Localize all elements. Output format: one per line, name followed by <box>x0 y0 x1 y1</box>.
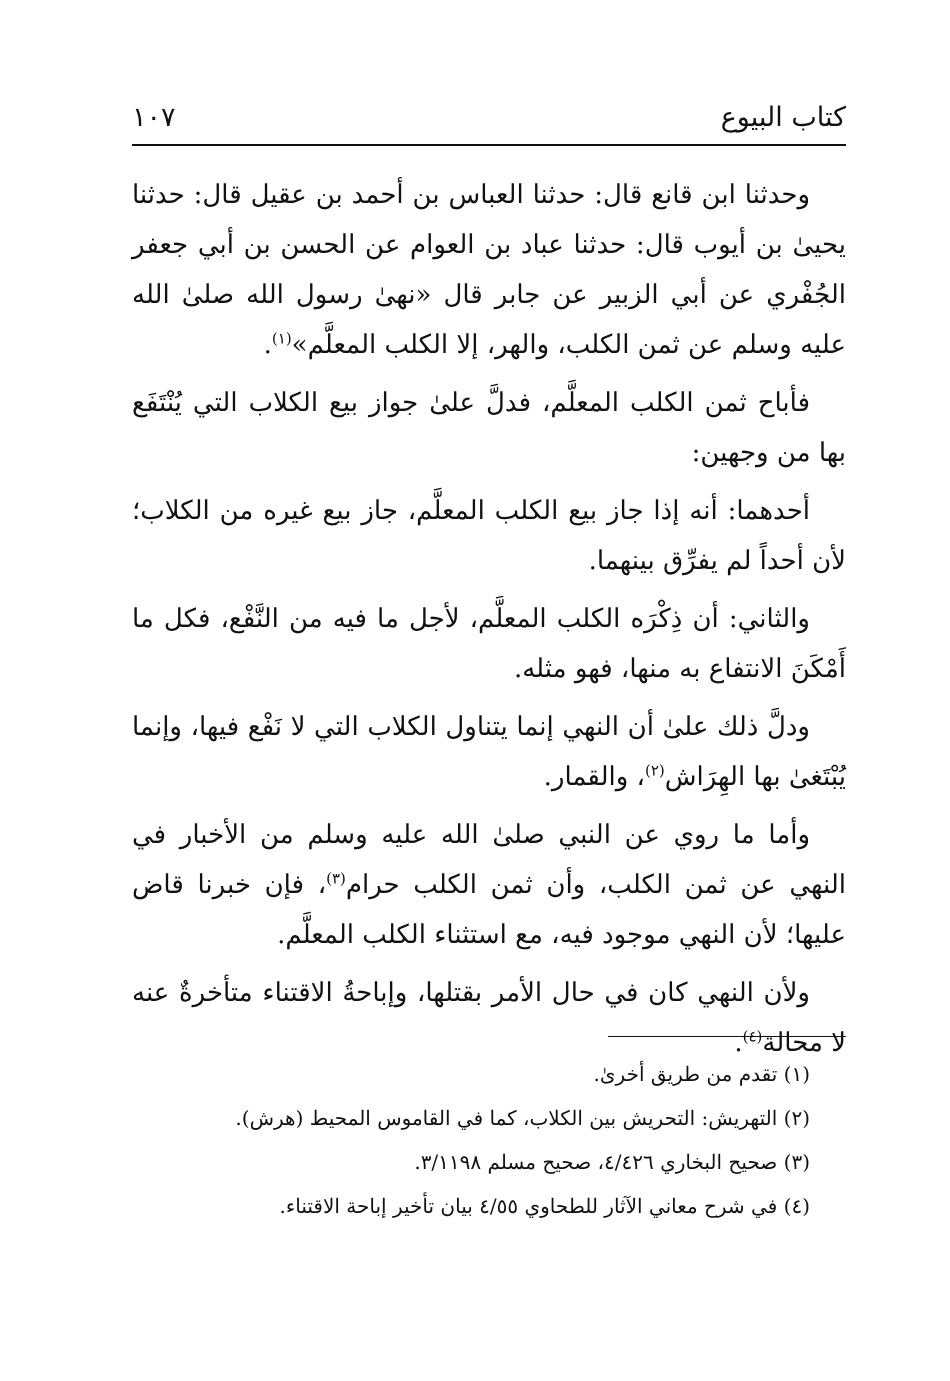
page-number: ١٠٧ <box>132 102 176 133</box>
footnote-ref: (٢) <box>644 761 665 780</box>
footnote: (١) تقدم من طريق أخرىٰ. <box>593 1062 810 1086</box>
footnote: (٢) التهريش: التحريش بين الكلاب، كما في القاموس المحيط (هرش). <box>235 1106 810 1130</box>
paragraph: أحدهما: أنه إذا جاز بيع الكلب المعلَّم، جاز بيع غيره من الكلاب؛ لأن أحداً لم يفرِّق بينهما. <box>132 496 846 576</box>
paragraph: ولأن النهي كان في حال الأمر بقتلها، وإباحةُ الاقتناء متأخرةٌ عنه لا محالة$^{(٤)}$. <box>132 978 846 1058</box>
paragraph: وحدثنا ابن قانع قال: حدثنا العباس بن أحمد بن عقيل قال: حدثنا يحيىٰ بن أيوب قال: حدثنا عباد بن العوام عن الحسن بن أبي جعفر الجُفْري عن أبي الزبير عن جابر قال «نهىٰ رسول الله صلىٰ الله عليه وسلم عن ثمن الكلب، والهر، إلا الكلب المعلَّم»$^{(١)}$. <box>132 180 846 360</box>
paragraph: وأما ما روي عن النبي صلىٰ الله عليه وسلم من الأخبار في النهي عن ثمن الكلب، وأن ثمن الكلب حرام$^{(٣)}$، فإن خبرنا قاض عليها؛ لأن النهي موجود فيه، مع استثناء الكلب المعلَّم. <box>132 820 846 950</box>
paragraph: فأباح ثمن الكلب المعلَّم، فدلَّ علىٰ جواز بيع الكلاب التي يُنْتَفَع بها من وجهين: <box>132 388 846 468</box>
paragraph: ودلَّ ذلك علىٰ أن النهي إنما يتناول الكلاب التي لا نَفْع فيها، وإنما يُبْتَغىٰ بها الهِرَاش$^{(٢)}$، والقمار. <box>132 712 846 792</box>
footnote-divider <box>608 1036 846 1037</box>
running-title: كتاب البيوع <box>720 102 846 133</box>
main-text <box>132 170 846 1076</box>
footnote-ref: (٣) <box>326 869 346 888</box>
footnote-ref: (٤) <box>742 1027 763 1046</box>
footnote: (٣) صحيح البخاري ٤/٤٢٦، صحيح مسلم ٣/١١٩٨. <box>414 1150 810 1174</box>
footnote-ref: (١) <box>271 329 292 348</box>
paragraph: والثاني: أن ذِكْرَه الكلب المعلَّم، لأجل ما فيه من النَّفْع، فكل ما أَمْكَنَ الانتفاع به منها، فهو مثله. <box>132 604 846 684</box>
footnotes <box>170 1052 810 1228</box>
footnote: (٤) في شرح معاني الآثار للطحاوي ٤/٥٥ بيان تأخير إباحة الاقتناء. <box>279 1194 810 1218</box>
page-header <box>132 100 846 146</box>
